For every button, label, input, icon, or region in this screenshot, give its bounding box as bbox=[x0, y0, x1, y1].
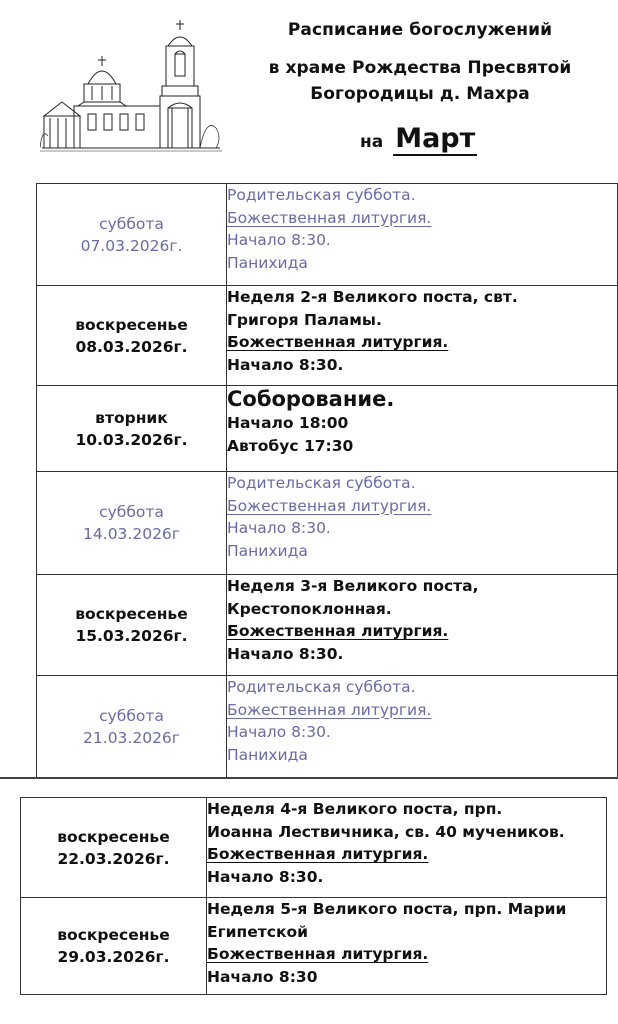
schedule-row bbox=[21, 898, 607, 995]
service-line: Начало 8:30. bbox=[227, 355, 344, 374]
schedule-row bbox=[37, 575, 618, 676]
service-cell bbox=[227, 676, 618, 779]
service-line: Начало 8:30. bbox=[227, 644, 344, 663]
service-line: Панихида bbox=[227, 253, 308, 272]
day-cell bbox=[37, 286, 227, 386]
day-of-week: суббота bbox=[99, 214, 164, 233]
service-cell bbox=[227, 286, 618, 386]
service-line: Крестопоклонная. bbox=[227, 599, 392, 618]
service-cell bbox=[227, 386, 618, 472]
schedule-row bbox=[37, 184, 618, 286]
day-cell bbox=[37, 386, 227, 472]
month-heading bbox=[360, 124, 477, 156]
service-line: Родительская суббота. bbox=[227, 678, 416, 696]
service-date: 14.03.2026г bbox=[83, 525, 180, 543]
day-cell bbox=[37, 676, 227, 779]
service-line: Соборование. bbox=[227, 387, 395, 411]
schedule-row bbox=[37, 286, 618, 386]
service-line: Начало 8:30. bbox=[227, 231, 331, 250]
church-illustration bbox=[40, 18, 222, 153]
service-cell bbox=[227, 472, 618, 575]
service-line: Неделя 5-я Великого поста, прп. Марии bbox=[207, 900, 567, 918]
service-line: Начало 18:00 bbox=[227, 414, 349, 432]
day-of-week: суббота bbox=[99, 503, 164, 521]
title-line-3: Богородицы д. Махра bbox=[310, 84, 530, 104]
service-line: Иоанна Лествичника, св. 40 мучеников. bbox=[207, 822, 565, 841]
day-cell bbox=[37, 575, 227, 676]
service-line: Божественная литургия. bbox=[227, 700, 432, 719]
service-line: Панихида bbox=[227, 541, 308, 560]
day-cell bbox=[21, 798, 207, 898]
service-line: Неделя 2-я Великого поста, свт. bbox=[227, 288, 518, 306]
service-line: Начало 8:30. bbox=[227, 519, 331, 538]
service-line: Божественная литургия. bbox=[227, 622, 449, 641]
day-cell bbox=[21, 898, 207, 995]
service-line: Божественная литургия. bbox=[207, 845, 429, 864]
service-line: Родительская суббота. bbox=[227, 474, 416, 492]
service-line: Начало 8:30 bbox=[207, 967, 318, 986]
schedule-table-1 bbox=[36, 183, 618, 779]
service-line: Автобус 17:30 bbox=[227, 436, 354, 455]
service-date: 08.03.2026г. bbox=[75, 337, 188, 356]
service-cell bbox=[227, 184, 618, 286]
service-line: Неделя 4-я Великого поста, прп. bbox=[207, 800, 503, 818]
month-prefix: на bbox=[360, 132, 384, 152]
schedule-row bbox=[21, 798, 607, 898]
service-line: Неделя 3-я Великого поста, bbox=[227, 577, 479, 595]
service-date: 10.03.2026г. bbox=[75, 430, 188, 449]
month-name: Март bbox=[395, 123, 476, 154]
service-line: Родительская суббота. bbox=[227, 186, 416, 204]
day-of-week: суббота bbox=[99, 707, 164, 725]
schedule-table-2 bbox=[20, 797, 607, 995]
service-line: Начало 8:30. bbox=[227, 723, 331, 742]
day-of-week: вторник bbox=[95, 408, 168, 427]
service-date: 15.03.2026г. bbox=[75, 627, 188, 645]
day-of-week: воскресенье bbox=[57, 926, 170, 944]
service-cell bbox=[207, 898, 607, 995]
day-of-week: воскресенье bbox=[75, 315, 188, 334]
service-line: Египетской bbox=[207, 922, 308, 941]
schedule-row bbox=[37, 472, 618, 575]
service-date: 22.03.2026г. bbox=[57, 849, 170, 868]
day-cell bbox=[37, 472, 227, 575]
day-cell bbox=[37, 184, 227, 286]
service-line: Григоря Паламы. bbox=[227, 310, 382, 329]
service-date: 07.03.2026г. bbox=[80, 236, 183, 255]
title-line-2: в храме Рождества Пресвятой bbox=[268, 58, 572, 78]
day-of-week: воскресенье bbox=[57, 827, 170, 846]
service-line: Панихида bbox=[227, 745, 308, 764]
title-line-1: Расписание богослужений bbox=[287, 20, 553, 40]
day-of-week: воскресенье bbox=[75, 605, 188, 623]
schedule-row bbox=[37, 676, 618, 779]
schedule-row bbox=[37, 386, 618, 472]
page-separator bbox=[0, 777, 618, 779]
service-line: Божественная литургия. bbox=[227, 496, 432, 515]
service-line: Божественная литургия. bbox=[227, 208, 432, 227]
service-line: Божественная литургия. bbox=[207, 945, 429, 964]
service-date: 29.03.2026г. bbox=[57, 948, 170, 966]
service-line: Божественная литургия. bbox=[227, 333, 449, 352]
service-date: 21.03.2026г bbox=[83, 729, 180, 747]
service-cell bbox=[227, 575, 618, 676]
service-cell bbox=[207, 798, 607, 898]
service-line: Начало 8:30. bbox=[207, 867, 324, 886]
